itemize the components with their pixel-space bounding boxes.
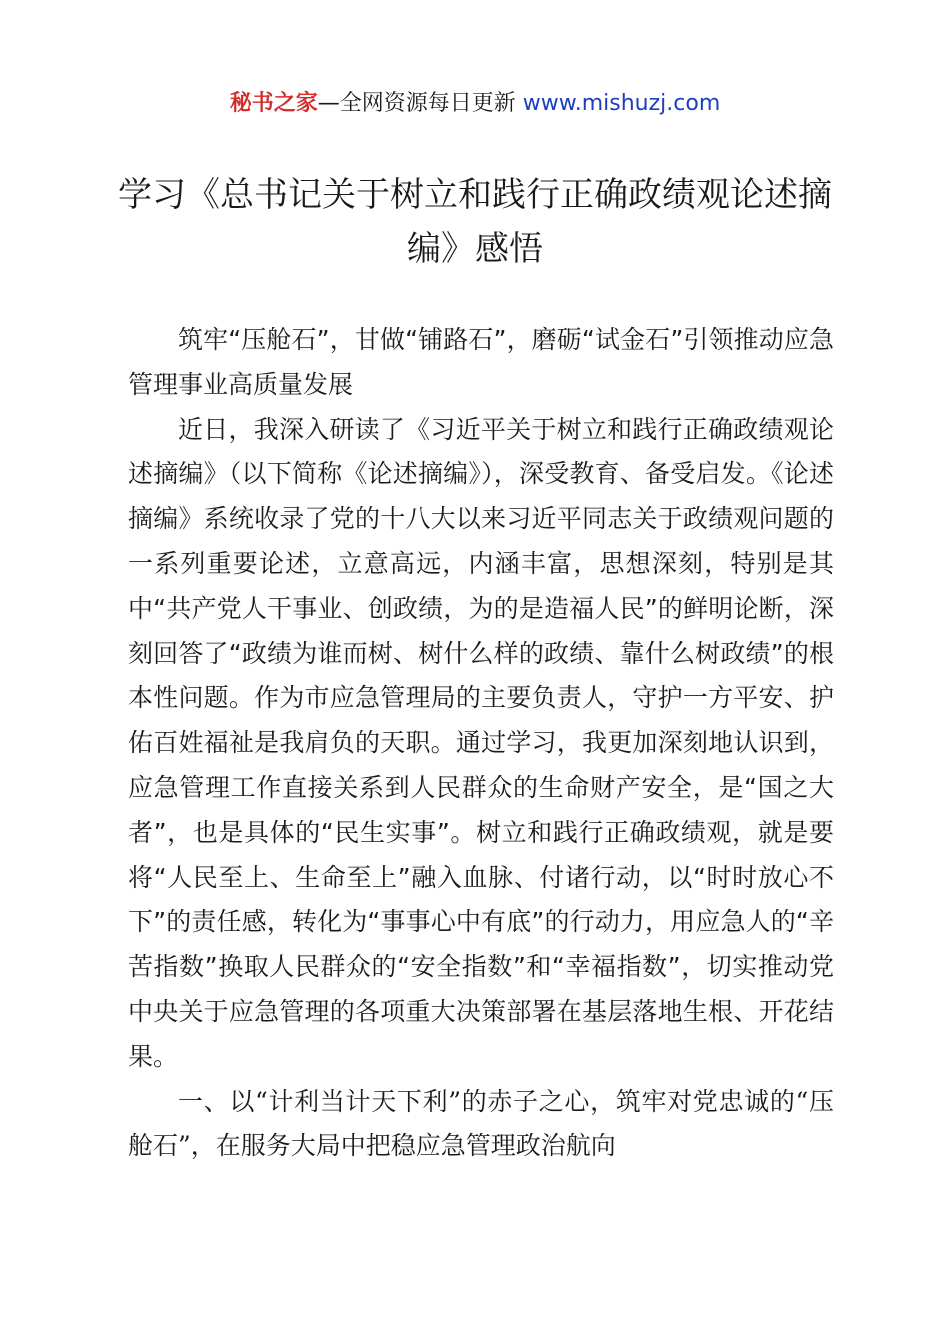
header-slogan: —全网资源每日更新 (317, 91, 523, 116)
body-paragraph: 近日，我深入研读了《习近平关于树立和践行正确政绩观论述摘编》（以下简称《论述摘编》），深受教育、备受启发。《论述摘编》系统收录了党的十八大以来习近平同志关于政绩观问题的一系列重要论述，立意高远，内涵丰富，思想深刻，特别是其中“共产党人干事业、创政绩，为的是造福人民”的鲜明论断，深刻回答了“政绩为谁而树、树什么样的政绩、靠什么树政绩”的根本性问题。作为市应急管理局的主要负责人，守护一方平安、护佑百姓福祉是我肩负的天职。通过学习，我更加深刻地认识到，应急管理工作直接关系到人民群众的生命财产安全，是“国之大者”，也是具体的“民生实事”。树立和践行正确政绩观，就是要将“人民至上、生命至上”融入血脉、付诸行动，以“时时放心不下”的责任感，转化为“事事心中有底”的行动力，用应急人的“辛苦指数”换取人民群众的“安全指数”和“幸福指数”，切实推动党中央关于应急管理的各项重大决策部署在基层落地生根、开花结果。 (128, 414, 834, 1071)
site-header (0, 88, 950, 120)
section-heading: 一、以“计利当计天下利”的赤子之心，筑牢对党忠诚的“压舱石”，在服务大局中把稳应急管理政治航向 (128, 1086, 834, 1161)
document-body (128, 318, 834, 1169)
document-title: 学习《总书记关于树立和践行正确政绩观论述摘编》感悟 (118, 175, 832, 269)
site-url: www.mishuzj.com (522, 91, 721, 116)
brand-name: 秘书之家 (229, 91, 318, 116)
subtitle-paragraph: 筑牢“压舱石”，甘做“铺路石”，磨砺“试金石”引领推动应急管理事业高质量发展 (128, 325, 834, 399)
